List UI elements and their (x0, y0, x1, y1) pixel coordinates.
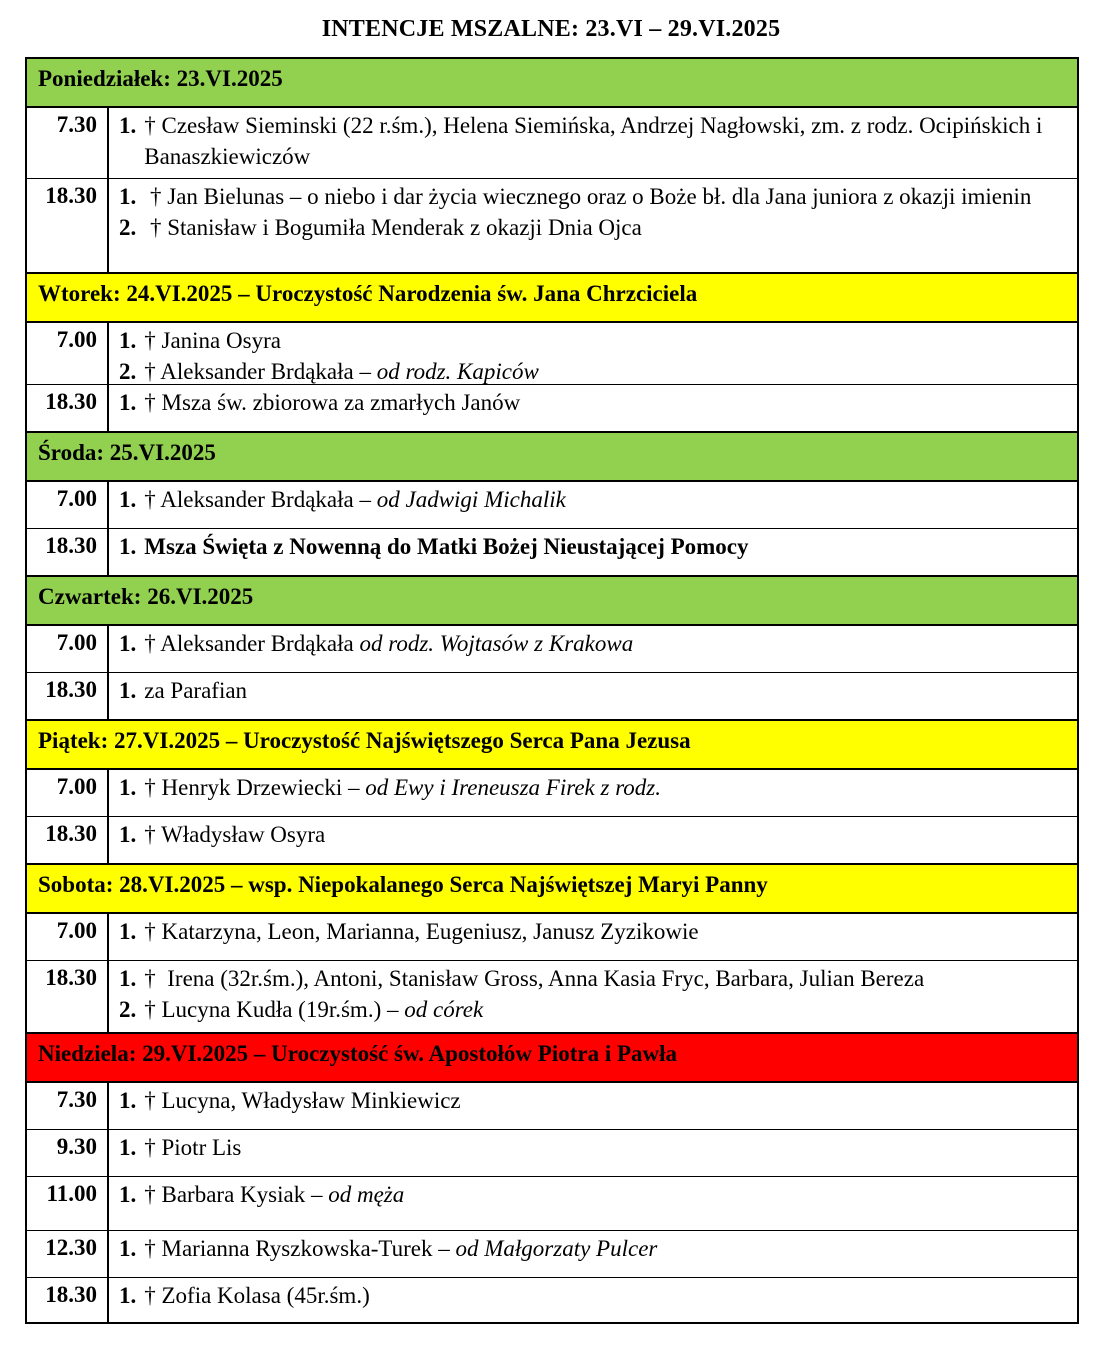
intention-number: 1. (119, 822, 137, 847)
intention-text-wrap (136, 819, 1069, 850)
intention-item (119, 110, 1069, 172)
mass-time: 7.00 (27, 323, 109, 384)
day-header: Wtorek: 24.VI.2025 – Uroczystość Narodzenia św. Jana Chrzciciela (27, 272, 1077, 322)
intention-text: † Barbara Kysiak (144, 1182, 306, 1207)
mass-row (27, 528, 1077, 575)
intention-list (109, 673, 1077, 719)
intention-text-wrap (136, 1132, 1069, 1163)
intention-list (109, 1083, 1077, 1129)
intention-text-wrap (136, 531, 1069, 562)
day-header: Środa: 25.VI.2025 (27, 431, 1077, 481)
intention-text: za Parafian (144, 678, 248, 703)
mass-row (27, 107, 1077, 178)
intention-item (119, 628, 1069, 659)
intention-item (119, 916, 1069, 947)
intention-text-wrap (136, 387, 1069, 418)
intention-text-wrap (136, 181, 1069, 212)
intention-donor: – od rodz. Kapiców (353, 359, 539, 384)
intention-text: † Aleksander Brdąkała (144, 487, 354, 512)
intention-text-wrap (136, 963, 1069, 994)
intention-text: † Lucyna, Władysław Minkiewicz (144, 1088, 461, 1113)
intention-list (109, 529, 1077, 575)
mass-row (27, 481, 1077, 528)
intention-number: 1. (119, 966, 137, 991)
day-header: Piątek: 27.VI.2025 – Uroczystość Najświętszego Serca Pana Jezusa (27, 719, 1077, 769)
intention-number: 1. (119, 113, 137, 138)
intention-list (109, 817, 1077, 863)
intention-list (109, 179, 1077, 272)
mass-time: 7.30 (27, 1083, 109, 1129)
intention-donor: od rodz. Wojtasów z Krakowa (353, 631, 634, 656)
intention-number: 1. (119, 678, 137, 703)
intention-text-wrap (136, 675, 1069, 706)
intention-list (109, 108, 1077, 178)
mass-row (27, 322, 1077, 384)
intention-number: 1. (119, 631, 137, 656)
intention-text: † Katarzyna, Leon, Marianna, Eugeniusz, Janusz Zyzikowie (144, 919, 699, 944)
intention-text: † Zofia Kolasa (45r.śm.) (144, 1283, 370, 1308)
mass-time: 7.00 (27, 914, 109, 960)
intention-text-wrap (136, 325, 1069, 356)
mass-row (27, 384, 1077, 431)
mass-time: 12.30 (27, 1231, 109, 1277)
intention-item (119, 772, 1069, 803)
mass-row (27, 1082, 1077, 1129)
mass-time: 18.30 (27, 529, 109, 575)
intention-text-wrap (136, 484, 1069, 515)
intention-number: 2. (119, 359, 137, 384)
day-header: Sobota: 28.VI.2025 – wsp. Niepokalanego Serca Najświętszej Maryi Panny (27, 863, 1077, 913)
mass-time: 18.30 (27, 673, 109, 719)
intention-item (119, 1280, 1069, 1311)
intention-number: 1. (119, 1088, 137, 1113)
intention-text: † Marianna Ryszkowska-Turek (144, 1236, 433, 1261)
intention-text: † Aleksander Brdąkała (144, 359, 354, 384)
mass-row (27, 960, 1077, 1032)
intention-text: † Janina Osyra (144, 328, 281, 353)
intention-text-wrap (136, 110, 1069, 172)
intention-list (109, 770, 1077, 816)
intention-item (119, 994, 1069, 1025)
intention-text-wrap (136, 1280, 1069, 1311)
intention-item (119, 1132, 1069, 1163)
intention-number: 1. (119, 1236, 137, 1261)
mass-row (27, 625, 1077, 672)
intention-number: 1. (119, 390, 137, 415)
page-title: INTENCJE MSZALNE: 23.VI – 29.VI.2025 (321, 16, 781, 42)
intention-text-wrap (136, 1085, 1069, 1116)
intention-item (119, 675, 1069, 706)
intention-text-wrap (136, 916, 1069, 947)
intention-item (119, 1233, 1069, 1264)
intention-item (119, 181, 1069, 212)
intention-text: † Henryk Drzewiecki (144, 775, 343, 800)
intention-text: † Jan Bielunas – o niebo i dar życia wiecznego oraz o Boże bł. dla Jana juniora z okazji imienin (144, 184, 1032, 209)
intention-item (119, 1085, 1069, 1116)
intention-number: 1. (119, 775, 137, 800)
mass-row (27, 1129, 1077, 1176)
intention-list (109, 1231, 1077, 1277)
intention-text-wrap (136, 356, 1069, 387)
mass-time: 7.30 (27, 108, 109, 178)
mass-time: 7.00 (27, 482, 109, 528)
schedule-table (25, 57, 1079, 1324)
mass-time: 9.30 (27, 1130, 109, 1176)
intention-number: 1. (119, 1283, 137, 1308)
intention-donor: – od męża (305, 1182, 405, 1207)
intention-donor: – od Małgorzaty Pulcer (432, 1236, 658, 1261)
mass-time: 18.30 (27, 385, 109, 431)
intention-list (109, 385, 1077, 431)
intention-list (109, 482, 1077, 528)
intention-donor: – od córek (381, 997, 484, 1022)
intention-item (119, 963, 1069, 994)
intention-number: 1. (119, 328, 137, 353)
mass-time: 18.30 (27, 1278, 109, 1322)
intention-text: † Czesław Sieminski (22 r.śm.), Helena Siemińska, Andrzej Nagłowski, zm. z rodz. Ocipińskich i Banaszkiewiczów (144, 113, 1049, 169)
intention-text: † Irena (32r.śm.), Antoni, Stanisław Gross, Anna Kasia Fryc, Barbara, Julian Bereza (144, 966, 925, 991)
mass-row (27, 816, 1077, 863)
intention-list (109, 626, 1077, 672)
intention-item (119, 484, 1069, 515)
day-header: Poniedziałek: 23.VI.2025 (27, 57, 1077, 107)
intention-list (109, 1130, 1077, 1176)
mass-row (27, 1176, 1077, 1230)
mass-row (27, 1277, 1077, 1322)
intention-text: † Stanisław i Bogumiła Menderak z okazji Dnia Ojca (144, 215, 642, 240)
intention-donor: – od Ewy i Ireneusza Firek z rodz. (342, 775, 661, 800)
mass-row (27, 178, 1077, 272)
intention-text: † Aleksander Brdąkała (144, 631, 354, 656)
intention-text: † Lucyna Kudła (19r.śm.) (144, 997, 382, 1022)
intention-number: 1. (119, 487, 137, 512)
intention-number: 1. (119, 919, 137, 944)
mass-time: 7.00 (27, 626, 109, 672)
intention-text-wrap (136, 212, 1069, 243)
intention-text: † Władysław Osyra (144, 822, 326, 847)
intention-text: Msza Święta z Nowenną do Matki Bożej Nieustającej Pomocy (144, 534, 749, 559)
day-header: Czwartek: 26.VI.2025 (27, 575, 1077, 625)
day-header: Niedziela: 29.VI.2025 – Uroczystość św. Apostołów Piotra i Pawła (27, 1032, 1077, 1082)
intention-item (119, 212, 1069, 243)
intention-list (109, 323, 1077, 384)
intention-text: † Msza św. zbiorowa za zmarłych Janów (144, 390, 521, 415)
mass-row (27, 913, 1077, 960)
mass-time: 11.00 (27, 1177, 109, 1230)
intention-item (119, 1179, 1069, 1210)
intention-text: † Piotr Lis (144, 1135, 242, 1160)
intention-text-wrap (136, 628, 1069, 659)
intention-list (109, 1177, 1077, 1230)
intention-number: 2. (119, 215, 137, 240)
intention-donor: – od Jadwigi Michalik (353, 487, 566, 512)
intention-item (119, 325, 1069, 356)
intention-item (119, 356, 1069, 387)
intention-list (109, 1278, 1077, 1322)
mass-time: 18.30 (27, 179, 109, 272)
mass-row (27, 1230, 1077, 1277)
intention-number: 1. (119, 534, 137, 559)
intention-number: 1. (119, 1135, 137, 1160)
intention-list (109, 961, 1077, 1032)
intention-text-wrap (136, 772, 1069, 803)
intention-number: 1. (119, 184, 137, 209)
intention-text-wrap (136, 994, 1069, 1025)
intention-list (109, 914, 1077, 960)
intention-number: 1. (119, 1182, 137, 1207)
intention-text-wrap (136, 1179, 1069, 1210)
mass-row (27, 672, 1077, 719)
intention-item (119, 531, 1069, 562)
intention-item (119, 387, 1069, 418)
mass-row (27, 769, 1077, 816)
mass-time: 7.00 (27, 770, 109, 816)
mass-time: 18.30 (27, 961, 109, 1032)
mass-time: 18.30 (27, 817, 109, 863)
intention-text-wrap (136, 1233, 1069, 1264)
intention-number: 2. (119, 997, 137, 1022)
intention-item (119, 819, 1069, 850)
